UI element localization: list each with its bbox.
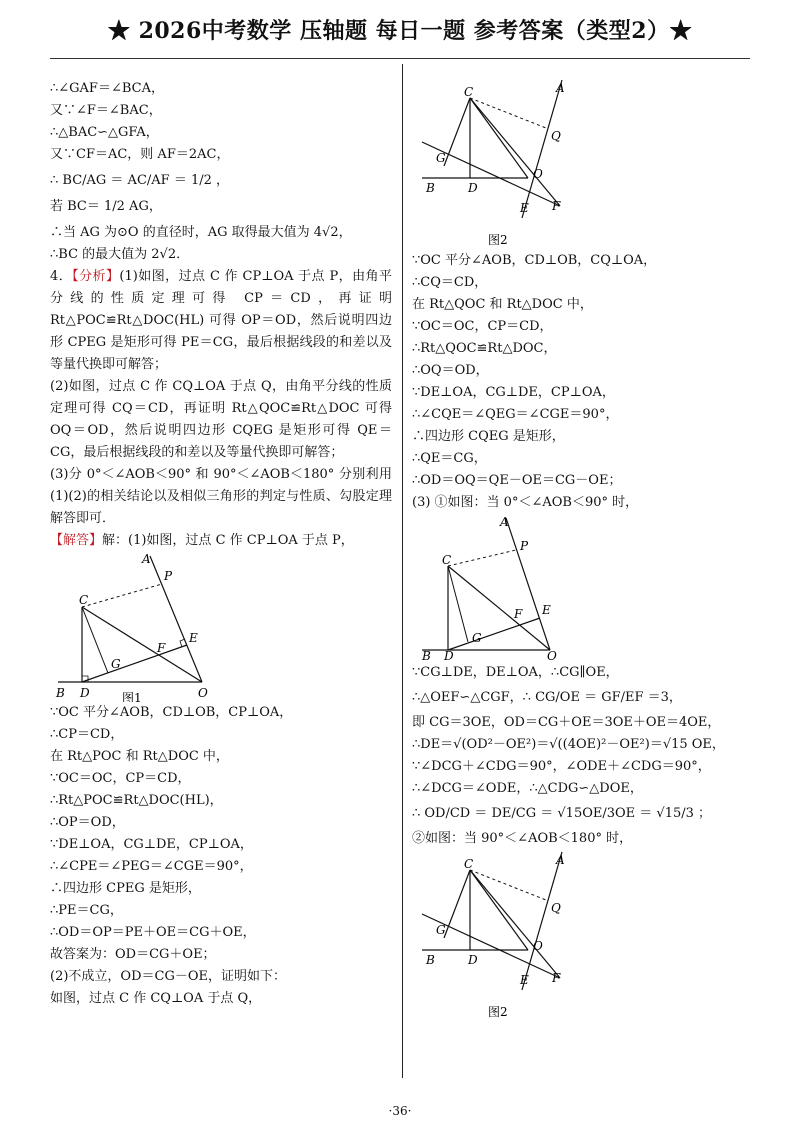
label-f: F [552, 199, 561, 213]
text-line: ∴OD＝OP＝PE＋OE＝CG＋OE， [50, 925, 256, 940]
text-line: ∴△BAC∽△GFA， [50, 125, 159, 140]
label-f: F [552, 971, 561, 985]
text-line: ∴CP＝CD， [50, 727, 124, 742]
label-p: P [520, 539, 529, 553]
figure-caption: 图2 [488, 233, 508, 247]
segment-cg [448, 566, 468, 642]
text-line: 又∵∠F＝∠BAC， [50, 103, 162, 118]
text-line: 如图，过点 C 作 CQ⊥OA 于点 Q， [50, 991, 262, 1006]
text-line: ∴DE＝√(OD²－OE²)＝√((4OE)²－OE²)＝√15 OE， [412, 737, 725, 752]
text-line: ∴QE＝CG， [412, 451, 487, 466]
label-g: G [472, 631, 482, 645]
label-b: B [426, 181, 435, 195]
text-line: ∵OC 平分∠AOB，CD⊥OB，CQ⊥OA， [412, 253, 657, 268]
analysis-text: (1)如图，过点 C 作 CP⊥OA 于点 P，由角平分线的性质定理可得 CP＝CD，再证明 Rt△POC≌Rt△DOC(HL) 可得 OP＝OD，然后说明四边形 CPEG 是矩形可得 PE＝CG，最后根据线段的和差以及等量代换即可解答； [50, 269, 392, 372]
text-line: 若 BC＝ 1/2 AG， [50, 199, 162, 214]
text-line: ∵OC＝OC，CP＝CD， [50, 771, 191, 786]
label-g: G [436, 151, 446, 165]
label-e: E [520, 973, 529, 987]
analysis-tag: 【分析】 [72, 269, 120, 284]
header-rule [50, 58, 750, 59]
column-divider [402, 64, 403, 1078]
label-a: A [556, 853, 565, 867]
text-line: ∴ BC/AG ＝ AC/AF ＝ 1/2 ， [50, 173, 230, 188]
text-line: ∴Rt△QOC≌Rt△DOC， [412, 341, 557, 356]
label-d: D [80, 686, 90, 700]
text-line: ∵CG⊥DE，DE⊥OA，∴CG∥OE， [412, 665, 619, 680]
label-b: B [422, 649, 431, 662]
label-e: E [520, 201, 529, 215]
segment-cg [444, 870, 470, 938]
text-line: 故答案为：OD＝CG＋OE； [50, 947, 216, 962]
text-line: ∵DE⊥OA，CG⊥DE，CP⊥OA， [50, 837, 253, 852]
label-o: O [533, 939, 543, 953]
text-line: ∴当 AG 为⊙O 的直径时，AG 取得最大值为 4√2， [50, 225, 352, 240]
text-line: 又∵CF＝AC，则 AF＝2AC， [50, 147, 230, 162]
text-line: ②如图：当 90°＜∠AOB＜180° 时， [412, 831, 633, 846]
figure-caption: 图1 [122, 691, 142, 702]
text-line: ∴∠GAF＝∠BCA， [50, 81, 164, 96]
question-number: 4． [50, 269, 73, 284]
label-d: D [468, 953, 478, 967]
label-q: Q [551, 129, 561, 143]
label-b: B [426, 953, 435, 967]
text-line: 在 Rt△POC 和 Rt△DOC 中， [50, 749, 229, 764]
text-line: ∵∠DCG＋∠CDG＝90°，∠ODE＋∠CDG＝90°， [412, 759, 711, 774]
label-p: P [164, 569, 173, 583]
page-header: ★ 2026中考数学 压轴题 每日一题 参考答案（类型2）★ [107, 18, 693, 44]
text-line: ∴∠DCG＝∠ODE，∴△CDG∽△DOE， [412, 781, 643, 796]
label-f: F [514, 607, 523, 621]
segment-de [82, 645, 187, 682]
answer-tag: 【解答】 [50, 533, 103, 548]
answer-intro: 解：(1)如图，过点 C 作 CP⊥OA 于点 P， [102, 533, 354, 548]
text-line: ∴OP＝OD， [50, 815, 125, 830]
label-q: Q [551, 901, 561, 915]
segment-cf [470, 870, 560, 978]
figure-caption: 图2 [488, 1005, 508, 1019]
label-d: D [468, 181, 478, 195]
text-line: ∴CQ＝CD， [412, 275, 488, 290]
figure-2-bottom [416, 850, 616, 1022]
label-e: E [542, 603, 551, 617]
segment-co [82, 607, 202, 682]
text-line: ∴△OEF∽△CGF，∴ CG/OE ＝ GF/EF ＝3， [412, 690, 682, 705]
right-column [412, 78, 757, 1022]
line-oa [506, 518, 550, 650]
text-line: ∵OC＝OC，CP＝CD， [412, 319, 553, 334]
text-line: ∴四边形 CPEG 是矩形， [50, 881, 201, 896]
page-number: ·36· [388, 1104, 412, 1118]
text-line: ∴∠CPE＝∠PEG＝∠CGE＝90°， [50, 859, 253, 874]
text-line: ∴ OD/CD ＝ DE/CG ＝ √15OE/3OE ＝ √15/3 ； [412, 806, 712, 821]
text-line: ∵OC 平分∠AOB，CD⊥OB，CP⊥OA， [50, 705, 293, 720]
label-o: O [533, 167, 543, 181]
text-line: ∴四边形 CQEG 是矩形， [412, 429, 565, 444]
figure-1 [52, 552, 252, 702]
label-c: C [79, 593, 89, 607]
segment-cg [444, 98, 470, 166]
text-line: ∴PE＝CG， [50, 903, 123, 918]
left-column [50, 78, 392, 1010]
segment-cf [470, 98, 560, 206]
text-line: ∴∠CQE＝∠QEG＝∠CGE＝90°， [412, 407, 619, 422]
text-line: ∴Rt△POC≌Rt△DOC(HL)， [50, 793, 223, 808]
text-line: (3) ①如图：当 0°＜∠AOB＜90° 时， [412, 495, 639, 510]
text-line: ∴OQ＝OD， [412, 363, 489, 378]
label-g: G [436, 923, 446, 937]
label-a: A [556, 81, 565, 95]
text-line: 即 CG＝3OE，OD＝CG＋OE＝3OE＋OE＝4OE， [412, 715, 721, 730]
text-line: (2)不成立，OD＝CG－OE，证明如下： [50, 969, 286, 984]
segment-co [470, 98, 528, 178]
label-b: B [56, 686, 65, 700]
segment-cg [82, 607, 108, 673]
text-line: 在 Rt△QOC 和 Rt△DOC 中， [412, 297, 593, 312]
figure-3 [416, 514, 616, 662]
label-o: O [198, 686, 208, 700]
label-d: D [444, 649, 454, 662]
line-oa [150, 556, 202, 682]
analysis-paragraph [50, 266, 392, 376]
analysis-paragraph: (2)如图，过点 C 作 CQ⊥OA 于点 Q，由角平分线的性质定理可得 CQ＝CD，再证明 Rt△QOC≌Rt△DOC 可得 OQ＝OD，然后说明四边形 CQEG 是矩形可得 QE＝CG，最后根据线段的和差以及等量代换即可解答； [50, 379, 392, 460]
segment-co [470, 870, 528, 950]
segment-cp-dashed [448, 550, 516, 566]
segment-cp-dashed [82, 584, 162, 607]
label-a: A [500, 515, 509, 529]
label-c: C [464, 857, 474, 871]
label-a: A [142, 552, 151, 566]
segment-co [448, 566, 550, 650]
text-line: ∵DE⊥OA，CG⊥DE，CP⊥OA， [412, 385, 615, 400]
label-c: C [442, 553, 452, 567]
label-o: O [547, 649, 557, 662]
figure-2-top [416, 78, 616, 250]
answer-intro-line [50, 530, 392, 552]
label-f: F [157, 641, 166, 655]
segment-de [448, 618, 540, 650]
label-e: E [189, 631, 198, 645]
label-c: C [464, 85, 474, 99]
text-line: ∴OD＝OQ＝QE－OE＝CG－OE； [412, 473, 622, 488]
text-line: ∴BC 的最大值为 2√2． [50, 247, 190, 262]
label-g: G [111, 657, 121, 671]
analysis-paragraph: (3)分 0°＜∠AOB＜90° 和 90°＜∠AOB＜180° 分别利用(1)(2)的相关结论以及相似三角形的判定与性质、勾股定理解答即可． [50, 467, 392, 526]
